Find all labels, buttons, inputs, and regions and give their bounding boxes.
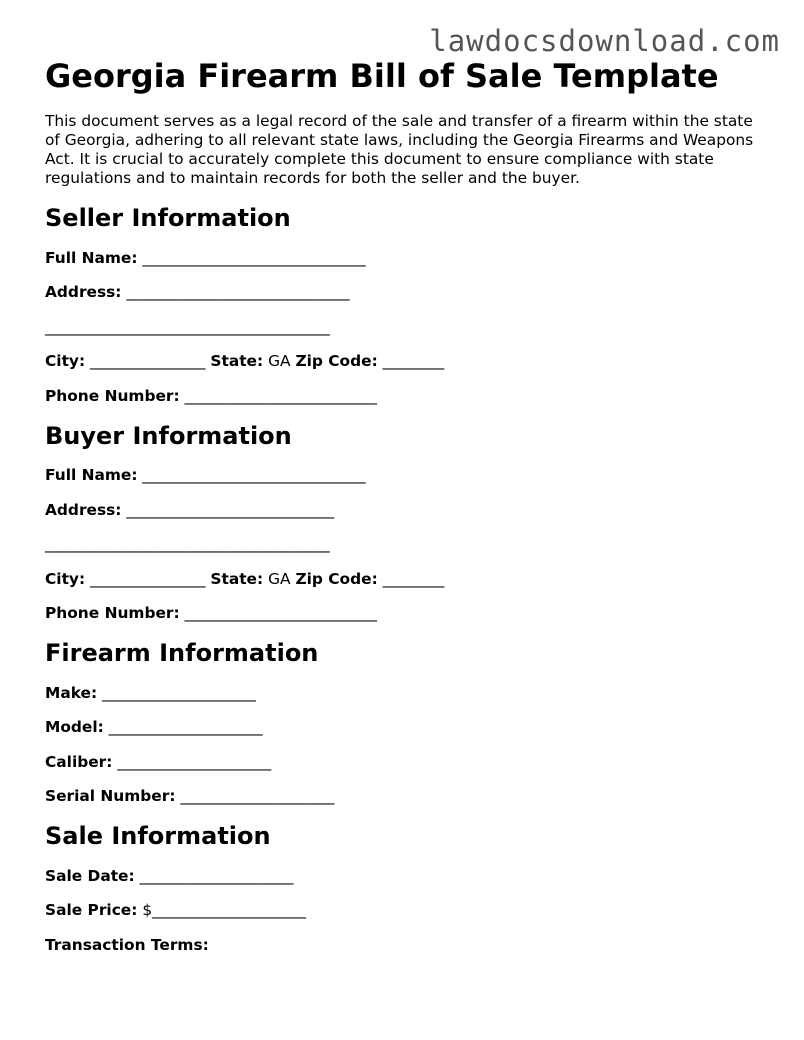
buyer-address-field[interactable] <box>45 500 775 520</box>
seller-heading: Seller Information <box>45 204 291 232</box>
seller-city-state-zip-field[interactable] <box>45 351 775 371</box>
firearm-model-field[interactable] <box>45 717 775 737</box>
firearm-heading: Firearm Information <box>45 639 319 667</box>
sale-price-label: Sale Price: <box>45 901 138 919</box>
buyer-address-line2-blank[interactable]: _____________________________________ <box>45 535 330 553</box>
buyer-phone-label: Phone Number: <box>45 604 180 622</box>
firearm-make-blank[interactable]: ____________________ <box>102 683 256 702</box>
transaction-terms-field[interactable] <box>45 935 775 955</box>
firearm-caliber-field[interactable] <box>45 752 775 772</box>
seller-address-label: Address: <box>45 283 122 301</box>
seller-zip-blank[interactable]: ________ <box>382 352 445 370</box>
buyer-state-label: State: <box>210 569 264 588</box>
sale-section <box>45 821 775 955</box>
firearm-serial-blank[interactable]: ____________________ <box>180 787 335 805</box>
buyer-phone-blank[interactable]: _________________________ <box>184 604 377 622</box>
buyer-address-line2[interactable] <box>45 534 775 554</box>
buyer-heading: Buyer Information <box>45 421 292 450</box>
seller-zip-label: Zip Code: <box>295 352 378 370</box>
firearm-model-label: Model: <box>45 718 104 736</box>
firearm-serial-field[interactable] <box>45 786 775 806</box>
seller-phone-label: Phone Number: <box>45 386 180 405</box>
seller-address-line2-blank[interactable]: _____________________________________ <box>45 317 330 336</box>
document-body <box>45 56 775 955</box>
seller-city-label: City: <box>45 352 86 370</box>
firearm-serial-label: Serial Number: <box>45 787 176 805</box>
buyer-state-value: GA <box>268 569 291 588</box>
seller-full-name-blank[interactable]: _____________________________ <box>142 248 366 267</box>
seller-full-name-field[interactable] <box>45 248 775 268</box>
buyer-city-state-zip-field[interactable] <box>45 569 775 589</box>
page-title: Georgia Firearm Bill of Sale Template <box>45 57 719 95</box>
intro-paragraph: This document serves as a legal record of the sale and transfer of a firearm within the state of Georgia, adhering to all relevant state laws, including the Georgia Firearms and Weapons Act. It is crucial to accurately complete this document to ensure compliance with state regulations and to maintain records for both the seller and the buyer. <box>45 112 754 187</box>
seller-city-blank[interactable]: _______________ <box>90 352 206 370</box>
seller-full-name-label: Full Name: <box>45 248 138 267</box>
firearm-caliber-label: Caliber: <box>45 752 113 771</box>
sale-date-label: Sale Date: <box>45 866 135 885</box>
seller-address-line2[interactable] <box>45 317 775 337</box>
watermark: lawdocsdownload.com <box>429 24 780 58</box>
buyer-address-label: Address: <box>45 500 122 519</box>
firearm-section <box>45 638 775 806</box>
seller-state-label: State: <box>210 352 264 370</box>
seller-address-blank[interactable]: _____________________________ <box>126 283 350 301</box>
buyer-section <box>45 421 775 624</box>
sale-price-blank[interactable]: ____________________ <box>152 901 307 919</box>
buyer-full-name-blank[interactable]: _____________________________ <box>142 466 366 484</box>
buyer-zip-label: Zip Code: <box>295 569 378 588</box>
firearm-make-label: Make: <box>45 683 98 702</box>
seller-section <box>45 203 775 406</box>
firearm-model-blank[interactable]: ____________________ <box>108 718 263 736</box>
seller-state-value: GA <box>268 352 291 370</box>
firearm-caliber-blank[interactable]: ____________________ <box>117 752 272 771</box>
sale-price-prefix: $ <box>142 901 153 919</box>
buyer-phone-field[interactable] <box>45 603 775 623</box>
firearm-make-field[interactable] <box>45 683 775 703</box>
sale-heading: Sale Information <box>45 822 271 850</box>
buyer-full-name-field[interactable] <box>45 465 775 485</box>
buyer-city-blank[interactable]: _______________ <box>90 569 206 588</box>
seller-phone-field[interactable] <box>45 386 775 406</box>
sale-price-field[interactable] <box>45 900 775 920</box>
buyer-zip-blank[interactable]: ________ <box>382 569 445 588</box>
seller-phone-blank[interactable]: _________________________ <box>184 386 377 405</box>
sale-date-blank[interactable]: ____________________ <box>139 866 294 885</box>
sale-date-field[interactable] <box>45 866 775 886</box>
buyer-full-name-label: Full Name: <box>45 466 138 484</box>
transaction-terms-label: Transaction Terms: <box>45 935 209 954</box>
seller-address-field[interactable] <box>45 282 775 302</box>
buyer-address-blank[interactable]: ___________________________ <box>126 500 335 519</box>
buyer-city-label: City: <box>45 569 86 588</box>
